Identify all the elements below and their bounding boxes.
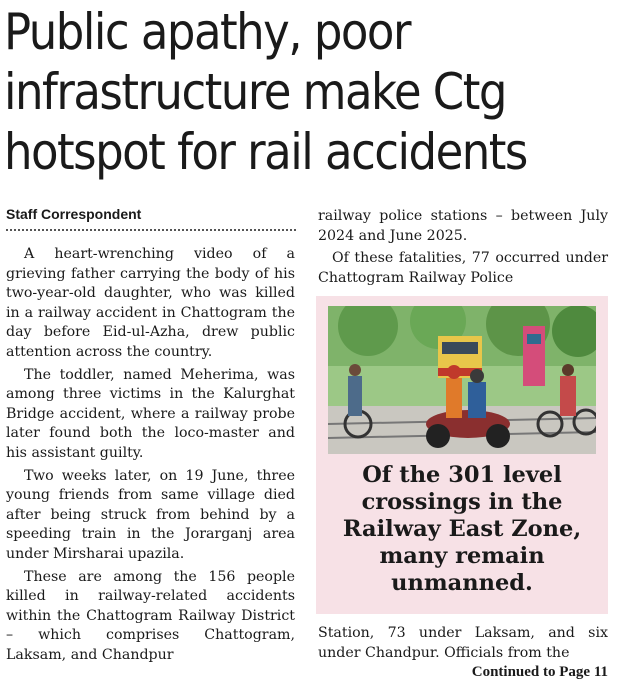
byline: Staff Correspondent xyxy=(6,206,142,222)
paragraph: Station, 73 under Laksam, and six under Chandpur. Officials from the xyxy=(318,625,608,661)
article-column-right-top xyxy=(318,207,608,291)
article-column-right-bottom xyxy=(318,624,608,663)
byline-divider xyxy=(6,229,296,231)
continued-link[interactable]: Continued to Page 11 xyxy=(471,664,608,680)
paragraph: railway police stations – between July 2024 and June 2025. xyxy=(318,208,608,244)
headline-line-3: hotspot for rail accidents xyxy=(4,123,527,181)
headline xyxy=(4,2,616,182)
paragraph: The toddler, named Meherima, was among three victims in the Kalurghat Bridge accident, where a railway probe later found both the loco-master and his assistant guilty. xyxy=(6,366,295,461)
rail-crossing-photo xyxy=(328,306,596,454)
paragraph: These are among the 156 people killed in railway-related accidents within the Chattogram Railway District – which comprises Chattogram, Laksam, and Chandpur xyxy=(6,568,295,663)
headline-line-2: infrastructure make Ctg xyxy=(4,63,506,121)
paragraph: Of these fatalities, 77 occurred under Chattogram Railway Police xyxy=(318,250,608,286)
headline-line-1: Public apathy, poor xyxy=(4,3,410,61)
pull-quote: Of the 301 level crossings in the Railway East Zone, many remain unmanned. xyxy=(342,462,582,596)
paragraph: Two weeks later, on 19 June, three young friends from same village died after being struck from behind by a speeding train in the Jorarganj area under Mirsharai upazila. xyxy=(6,467,295,562)
photo-illustration xyxy=(328,306,596,454)
article-column-left xyxy=(6,245,295,668)
photo-feature-box xyxy=(316,296,608,614)
paragraph: A heart-wrenching video of a grieving father carrying the body of his two-year-old daughter, who was killed in a railway accident in Chattogram the day before Eid-ul-Azha, drew public attention across the country. xyxy=(6,246,295,360)
